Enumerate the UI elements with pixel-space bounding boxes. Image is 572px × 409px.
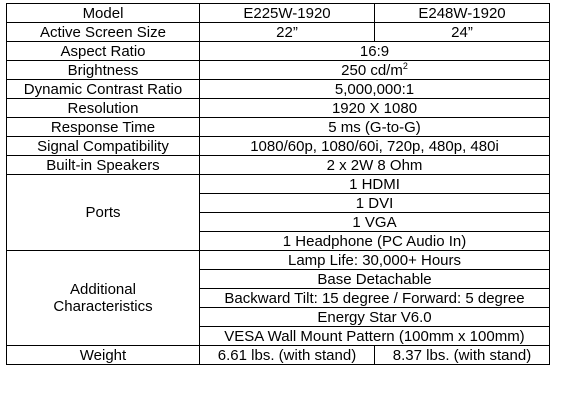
label-builtin-speakers: Built-in Speakers xyxy=(7,156,200,175)
row-response-time xyxy=(7,118,550,137)
additional-label-line2: Characteristics xyxy=(53,298,153,315)
value-aspect-ratio: 16:9 xyxy=(200,42,550,61)
value-screen-size-a: 22” xyxy=(200,23,375,42)
row-brightness xyxy=(7,61,550,80)
label-response-time: Response Time xyxy=(7,118,200,137)
value-lamp-life: Lamp Life: 30,000+ Hours xyxy=(200,251,550,270)
value-base-detachable: Base Detachable xyxy=(200,270,550,289)
label-ports: Ports xyxy=(7,175,200,251)
value-response-time: 5 ms (G-to-G) xyxy=(200,118,550,137)
label-dynamic-contrast-ratio: Dynamic Contrast Ratio xyxy=(7,80,200,99)
value-weight-b: 8.37 lbs. (with stand) xyxy=(375,346,550,365)
label-signal-compatibility: Signal Compatibility xyxy=(7,137,200,156)
row-weight xyxy=(7,346,550,365)
value-builtin-speakers: 2 x 2W 8 Ohm xyxy=(200,156,550,175)
value-weight-a: 6.61 lbs. (with stand) xyxy=(200,346,375,365)
label-aspect-ratio: Aspect Ratio xyxy=(7,42,200,61)
spec-table xyxy=(6,3,550,365)
label-active-screen-size: Active Screen Size xyxy=(7,23,200,42)
additional-label-line1: Additional xyxy=(70,281,136,298)
row-active-screen-size xyxy=(7,23,550,42)
value-resolution: 1920 X 1080 xyxy=(200,99,550,118)
value-brightness xyxy=(200,61,550,80)
row-model xyxy=(7,4,550,23)
brightness-superscript: 2 xyxy=(402,60,408,71)
value-dynamic-contrast-ratio: 5,000,000:1 xyxy=(200,80,550,99)
label-model: Model xyxy=(7,4,200,23)
label-resolution: Resolution xyxy=(7,99,200,118)
value-port-vga: 1 VGA xyxy=(200,213,550,232)
row-ports-1 xyxy=(7,175,550,194)
value-port-dvi: 1 DVI xyxy=(200,194,550,213)
row-additional-1 xyxy=(7,251,550,270)
value-port-hdmi: 1 HDMI xyxy=(200,175,550,194)
value-signal-compatibility: 1080/60p, 1080/60i, 720p, 480p, 480i xyxy=(200,137,550,156)
label-weight: Weight xyxy=(7,346,200,365)
value-tilt: Backward Tilt: 15 degree / Forward: 5 degree xyxy=(200,289,550,308)
row-signal-compatibility xyxy=(7,137,550,156)
value-model-b: E248W-1920 xyxy=(375,4,550,23)
brightness-text: 250 cd/m xyxy=(341,61,403,79)
label-additional-characteristics xyxy=(7,251,200,346)
value-screen-size-b: 24” xyxy=(375,23,550,42)
row-aspect-ratio xyxy=(7,42,550,61)
row-builtin-speakers xyxy=(7,156,550,175)
label-brightness: Brightness xyxy=(7,61,200,80)
value-energy-star: Energy Star V6.0 xyxy=(200,308,550,327)
row-resolution xyxy=(7,99,550,118)
value-model-a: E225W-1920 xyxy=(200,4,375,23)
value-port-headphone: 1 Headphone (PC Audio In) xyxy=(200,232,550,251)
row-dynamic-contrast-ratio xyxy=(7,80,550,99)
value-vesa-mount: VESA Wall Mount Pattern (100mm x 100mm) xyxy=(200,327,550,346)
